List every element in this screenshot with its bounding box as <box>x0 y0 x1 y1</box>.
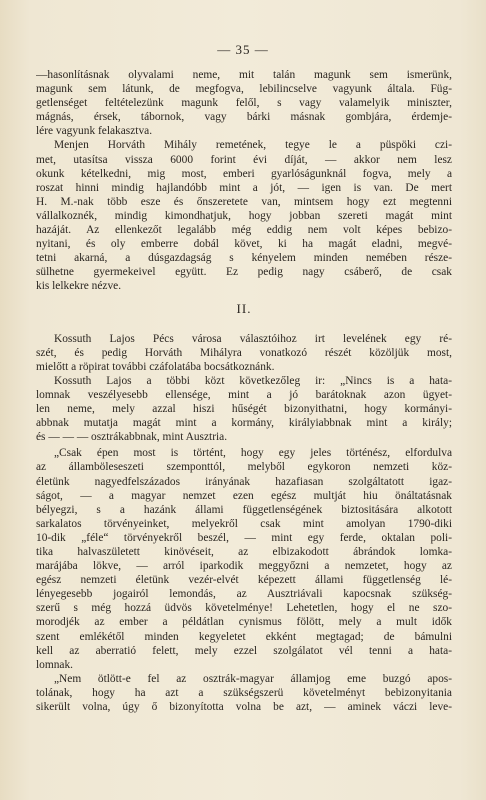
text-line: marájába lökve, — arról iparkodik meggyőzni a nemzetet, hogy az <box>36 560 452 573</box>
text-line: tetni akarná, a dúsgazdagság s kényelem minden nemében része- <box>36 252 452 265</box>
text-line: vállalkoznék, mindig kimondhatjuk, hogy jobban szereti magát mint <box>36 209 452 222</box>
text-line: Kossuth Lajos Pécs városa választóihoz irt levelének egy ré- <box>54 332 452 345</box>
text-line: abbnak mutatja magát mint a kormány, királyiabbnak mint a király; <box>36 417 452 430</box>
text-line: bélyegzi, s a hazánk állami függetlenségének biztositására alkotott <box>36 503 452 516</box>
text-line: magunk sem látunk, de megfogva, lebilincselve vagyunk általa. Füg- <box>36 83 452 96</box>
text-line: nyitani, és oly emberre dobál követ, ki ha magát eladni, megvé- <box>36 238 452 251</box>
text-line: hazáját. Az ellenkezőt legalább még eddig nem volt képes bebizo- <box>36 224 452 237</box>
text-line: Menjen Horváth Mihály remetének, tegye le a püspöki czi- <box>54 139 452 152</box>
paragraph-2 <box>36 138 452 293</box>
text-line: lomnak veszélyesebb ellensége, mint a jó barátoknak azon ügyet- <box>36 388 452 401</box>
text-line: tolának, hogy ha azt a szükségszerü követelményt bebizonyitania <box>36 686 452 699</box>
section-heading: II. <box>236 300 252 316</box>
text-line: egész nemzeti életünk vezér-elvét képezett állami függetlenség lé- <box>36 574 452 587</box>
text-line: sülhetne gyermekeivel együtt. Ez pedig nagy csáberő, de csak <box>36 266 452 279</box>
paragraph-1 <box>36 68 452 138</box>
text-line: „Nem ötlött-e fel az osztrák-magyar államjog eme buzgó apos- <box>54 672 452 685</box>
text-line: szent emlékétől minden kegyeletet ekként megtagad; de bámulni <box>36 630 452 643</box>
text-line: tika halvaszületett kinövéseit, az elbizakodott ábrándok lomka- <box>36 546 452 558</box>
paragraph-3 <box>36 332 452 374</box>
text-line: H. M.-nak több esze és őnszeretete van, mintsem hogy ezt megtenni <box>36 195 452 208</box>
text-line: okunk kételkedni, mig most, emberi gyarlóságunknál fogva, mely a <box>36 167 452 180</box>
text-line: lomnak. <box>36 658 74 671</box>
text-line: lényegesebb jogairól lemondás, az Ausztriávali kapocsnak szükség- <box>36 588 452 601</box>
text-line: —hasonlításnak olyvalami neme, mit talán magunk sem ismerünk, <box>36 69 452 81</box>
text-line: lére vagyunk felakasztva. <box>36 125 153 138</box>
page-number: — 35 — <box>217 42 269 57</box>
text-line: met, utasítsa vissza 6000 forint évi díját, — akkor nem lesz <box>36 153 452 166</box>
text-line: morodjék az ember a példátlan cynismus fölött, mely a mult idők <box>36 616 452 629</box>
text-line: szét, és pedig Horváth Mihályra vonatkozó részét közöljük most, <box>36 346 452 359</box>
text-line: szerű s még hozzá üdvös követelménye! Lehetetlen, hogy el ne szo- <box>36 602 452 615</box>
text-line: 10-dik „féle“ törvényekről beszél, — mint egy ferde, oktalan poli- <box>36 531 452 544</box>
text-line: mágnás, érsek, tábornok, vagy bárki másnak gombjára, érdemje- <box>36 111 452 124</box>
paragraph-5 <box>36 446 452 672</box>
text-line: sarkalatos törvényeinket, melyekről csak mint amolyan 1790-diki <box>36 517 452 530</box>
text-line: sikerült volna, úgy ő bizonyította volna be azt, — aminek váczi leve- <box>36 701 452 714</box>
page-body <box>36 68 452 714</box>
text-line: életünk nagyedfelszázados irányának hazafiasan szolgáltatott igaz- <box>36 475 452 488</box>
text-line: mielőtt a röpirat további czáfolatába bocsátkoznánk. <box>36 360 275 373</box>
text-line: az államböleseszeti szemponttól, melyből egykoron nemzeti köz- <box>36 461 452 474</box>
text-line: kell az aberratió felett, mely ezzel szolgálatot vél tenni a hata- <box>36 644 452 657</box>
text-line: getlenséget feltételezünk magunk felől, s vagy valamelyik miniszter, <box>36 97 452 110</box>
paragraph-4 <box>36 374 452 444</box>
text-line: „Csak épen most is történt, hogy egy jeles történész, elfordulva <box>54 447 452 460</box>
text-line: és — — — osztrákabbnak, mint Ausztria. <box>36 431 228 444</box>
text-line: ságot, — a magyar nemzet ezen egész multját hiu önáltatásnak <box>36 489 452 502</box>
text-line: kis lelkekre nézve. <box>36 280 122 293</box>
text-line: roszat hinni mindig hajlandóbb mint a jót, — igen is van. De mert <box>36 181 452 194</box>
paragraph-6 <box>36 672 452 714</box>
text-line: len neme, mely azzal hiszi hűségét bizonyithatni, hogy kormányi- <box>36 403 452 416</box>
text-line: Kossuth Lajos a többi közt következőleg ir: „Nincs is a hata- <box>54 374 452 387</box>
